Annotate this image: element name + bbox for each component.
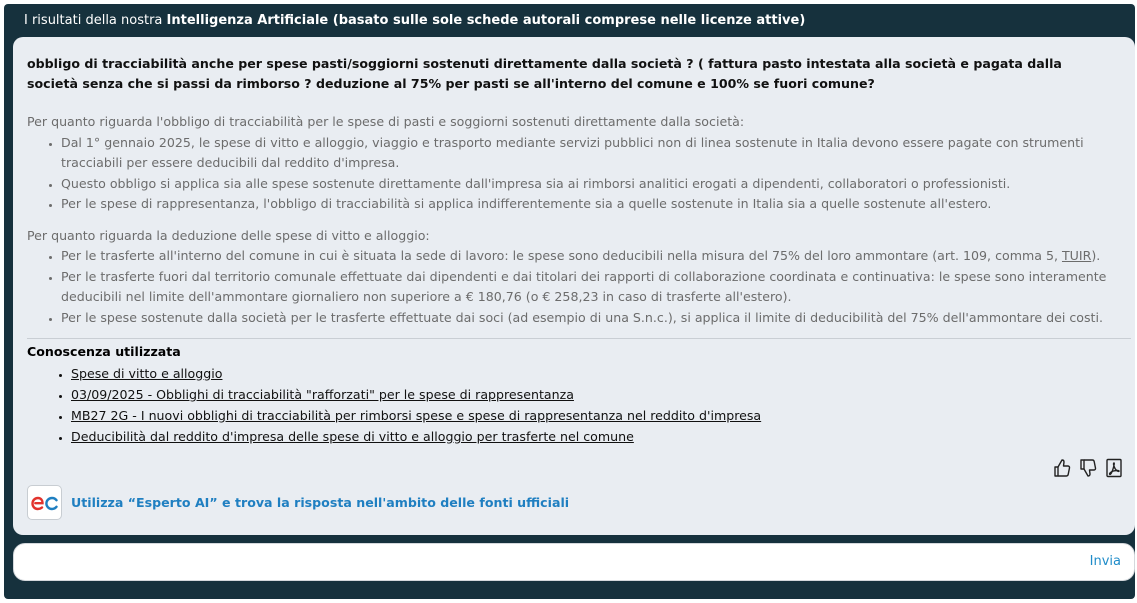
section1-list bbox=[27, 133, 1122, 215]
header-prefix: I risultati della nostra bbox=[24, 13, 167, 28]
user-question: obbligo di tracciabilità anche per spese pasti/soggiorni sostenuti direttamente dalla società ? ( fattura pasto intestata alla società e pagata dalla società senza che si passi da rimborso ? deduzione al 75% per pasti se all'interno del comune e 100% se fuori comune? bbox=[27, 56, 1062, 91]
pdf-icon[interactable] bbox=[1105, 458, 1123, 478]
section2-list bbox=[27, 246, 1122, 328]
header-bold: Intelligenza Artificiale (basato sulle sole schede autorali comprese nelle licenze attive) bbox=[166, 13, 806, 28]
esperto-logo bbox=[27, 485, 62, 520]
section1-intro: Per quanto riguarda l'obbligo di tracciabilità per le spese di pasti e soggiorni sostenuti direttamente dalla società: bbox=[27, 114, 745, 129]
knowledge-link[interactable]: 03/09/2025 - Obblighi di tracciabilità "rafforzati" per le spese di rappresentanza bbox=[71, 387, 574, 402]
list-item: • Questo obbligo si applica sia alle spese sostenute direttamente dall'impresa sia ai rimborsi analitici erogati a dipendenti, collaboratori o professionisti. bbox=[61, 174, 1122, 195]
feedback-actions bbox=[1053, 458, 1123, 478]
knowledge-link[interactable]: MB27 2G - I nuovi obblighi di tracciabilità per rimborsi spese e spese di rappresentanza nel reddito d'impresa bbox=[71, 408, 762, 423]
tuir-link[interactable]: TUIR bbox=[1061, 248, 1092, 263]
list-item bbox=[61, 246, 1122, 267]
message-input[interactable] bbox=[26, 552, 1070, 574]
list-item-text: Per le trasferte all'interno del comune in cui è situata la sede di lavoro: le spese sono deducibili nella misura del 75% del loro ammontare (art. 109, comma 5, bbox=[61, 248, 1062, 263]
section2-intro: Per quanto riguarda la deduzione delle spese di vitto e alloggio: bbox=[27, 227, 430, 243]
list-item-end: ). bbox=[1091, 248, 1101, 263]
knowledge-link[interactable]: Spese di vitto e alloggio bbox=[71, 366, 223, 381]
answer-card bbox=[13, 37, 1135, 535]
knowledge-item bbox=[71, 384, 761, 405]
message-input-bar bbox=[13, 543, 1135, 581]
list-item: • Per le spese di rappresentanza, l'obbligo di tracciabilità si applica indifferentemente sia a quelle sostenute in Italia sia a quelle sostenute all'estero. bbox=[61, 194, 1122, 215]
results-header bbox=[24, 13, 805, 29]
esperto-ai-banner[interactable] bbox=[27, 485, 569, 520]
send-button[interactable]: Invia bbox=[1089, 554, 1121, 569]
knowledge-item bbox=[71, 405, 761, 426]
list-item: • Per le spese sostenute dalla società per le trasferte effettuate dai soci (ad esempio di una S.n.c.), si applica il limite di deducibilità del 75% dell'ammontare dei costi. bbox=[61, 308, 1122, 329]
knowledge-title: Conoscenza utilizzata bbox=[27, 344, 181, 359]
thumbs-down-icon[interactable] bbox=[1079, 458, 1097, 478]
list-item: • Dal 1° gennaio 2025, le spese di vitto e alloggio, viaggio e trasporto mediante servizi pubblici non di linea sostenute in Italia devono essere pagate con strumenti tracciabili per essere deducibili dal reddito d'impresa. bbox=[61, 133, 1122, 174]
knowledge-link[interactable]: Deducibilità dal reddito d'impresa delle spese di vitto e alloggio per trasferte nel comune bbox=[71, 429, 634, 444]
thumbs-up-icon[interactable] bbox=[1053, 458, 1071, 478]
knowledge-item bbox=[71, 363, 761, 384]
knowledge-list bbox=[27, 363, 761, 447]
knowledge-item bbox=[71, 426, 761, 447]
esperto-ai-link[interactable]: Utilizza “Esperto AI” e trova la risposta nell'ambito delle fonti ufficiali bbox=[71, 495, 570, 510]
list-item: • Per le trasferte fuori dal territorio comunale effettuate dai dipendenti e dai titolari dei rapporti di collaborazione coordinata e continuativa: le spese sono interamente deducibili nel limite dell'ammontare giornaliero non superiore a € 180,76 (o € 258,23 in caso di trasferte all'estero). bbox=[61, 267, 1122, 308]
chat-window bbox=[4, 4, 1135, 599]
divider bbox=[27, 338, 1131, 339]
ai-answer bbox=[27, 112, 1122, 328]
